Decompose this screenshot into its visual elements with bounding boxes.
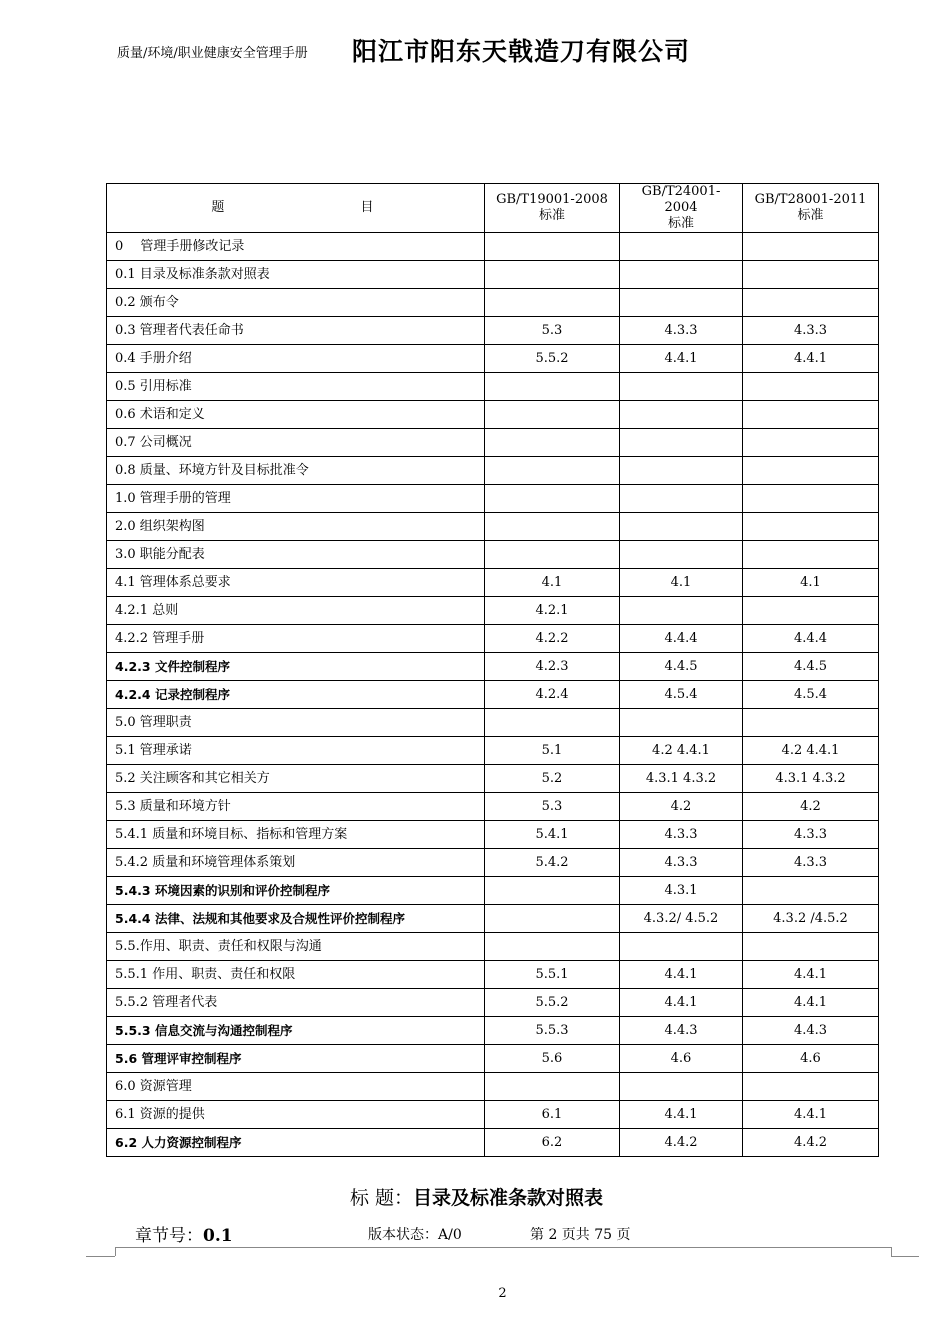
row-topic: 5.5.1 作用、职责、责任和权限 [107, 961, 485, 989]
table-row [107, 1129, 879, 1157]
table-row [107, 737, 879, 765]
title-label: 标 题： [350, 1187, 414, 1209]
footer-corner-right [891, 1256, 919, 1257]
row-topic: 5.1 管理承诺 [107, 737, 485, 765]
row-gb28001 [743, 485, 879, 513]
row-gb28001 [743, 373, 879, 401]
row-gb19001: 4.2.3 [485, 653, 620, 681]
row-gb28001 [743, 877, 879, 905]
row-gb19001: 4.2.2 [485, 625, 620, 653]
row-topic: 4.2.4 记录控制程序 [107, 681, 485, 709]
table-row [107, 905, 879, 933]
doc-title [350, 1183, 603, 1210]
row-gb28001: 4.4.2 [743, 1129, 879, 1157]
row-gb24001 [620, 401, 743, 429]
section-number [135, 1221, 233, 1246]
table-row [107, 373, 879, 401]
table-row [107, 233, 879, 261]
row-gb19001: 6.2 [485, 1129, 620, 1157]
row-topic: 0.1 目录及标准条款对照表 [107, 261, 485, 289]
row-gb24001: 4.5.4 [620, 681, 743, 709]
table-row [107, 765, 879, 793]
table-row [107, 569, 879, 597]
row-gb19001 [485, 709, 620, 737]
row-gb24001 [620, 289, 743, 317]
row-gb28001 [743, 429, 879, 457]
row-gb19001 [485, 457, 620, 485]
footer-rule [115, 1247, 891, 1248]
row-gb28001 [743, 597, 879, 625]
row-gb28001: 4.4.5 [743, 653, 879, 681]
row-gb24001 [620, 429, 743, 457]
row-gb19001 [485, 513, 620, 541]
row-gb24001 [620, 597, 743, 625]
row-gb24001 [620, 709, 743, 737]
row-gb28001 [743, 233, 879, 261]
row-gb19001: 6.1 [485, 1101, 620, 1129]
header-gb19001: GB/T19001-2008 标准 [485, 184, 620, 233]
row-gb19001 [485, 261, 620, 289]
row-gb24001: 4.3.3 [620, 317, 743, 345]
row-topic: 6.0 资源管理 [107, 1073, 485, 1101]
table-row [107, 821, 879, 849]
row-gb24001 [620, 1073, 743, 1101]
table-row [107, 401, 879, 429]
company-name: 阳江市阳东天戟造刀有限公司 [352, 37, 691, 66]
row-gb28001: 4.3.3 [743, 821, 879, 849]
row-gb24001: 4.4.1 [620, 961, 743, 989]
row-topic: 0.7 公司概况 [107, 429, 485, 457]
row-gb24001 [620, 933, 743, 961]
row-topic: 4.1 管理体系总要求 [107, 569, 485, 597]
row-gb19001: 5.1 [485, 737, 620, 765]
row-gb28001: 4.4.1 [743, 961, 879, 989]
table-row [107, 989, 879, 1017]
row-gb28001: 4.4.1 [743, 345, 879, 373]
row-topic: 0.4 手册介绍 [107, 345, 485, 373]
row-gb19001 [485, 485, 620, 513]
row-gb28001 [743, 289, 879, 317]
footer-corner-left [86, 1256, 115, 1257]
row-gb19001 [485, 429, 620, 457]
row-topic: 3.0 职能分配表 [107, 541, 485, 569]
table-row [107, 541, 879, 569]
row-gb19001: 5.5.2 [485, 989, 620, 1017]
table-row [107, 849, 879, 877]
row-gb28001: 4.2 [743, 793, 879, 821]
row-gb28001: 4.3.3 [743, 317, 879, 345]
row-gb28001 [743, 261, 879, 289]
title-value: 目录及标准条款对照表 [413, 1187, 604, 1209]
row-topic: 5.4.1 质量和环境目标、指标和管理方案 [107, 821, 485, 849]
row-gb19001: 5.2 [485, 765, 620, 793]
row-gb24001 [620, 513, 743, 541]
table-header-row [107, 184, 879, 233]
row-gb28001: 4.4.3 [743, 1017, 879, 1045]
page-number: 2 [498, 1286, 507, 1301]
header-gb24001: GB/T24001-2004 标准 [620, 184, 743, 233]
row-gb19001 [485, 289, 620, 317]
row-gb24001: 4.6 [620, 1045, 743, 1073]
row-gb24001 [620, 457, 743, 485]
row-gb24001: 4.4.4 [620, 625, 743, 653]
header-gb28001: GB/T28001-2011 标准 [743, 184, 879, 233]
table-row [107, 289, 879, 317]
row-gb28001 [743, 709, 879, 737]
row-gb19001: 5.5.3 [485, 1017, 620, 1045]
table-row [107, 345, 879, 373]
row-gb28001: 4.3.3 [743, 849, 879, 877]
row-gb19001 [485, 905, 620, 933]
row-topic: 0.8 质量、环境方针及目标批准令 [107, 457, 485, 485]
row-topic: 5.5.作用、职责、责任和权限与沟通 [107, 933, 485, 961]
row-gb24001: 4.3.3 [620, 821, 743, 849]
row-topic: 4.2.2 管理手册 [107, 625, 485, 653]
row-gb24001: 4.4.2 [620, 1129, 743, 1157]
table-row [107, 317, 879, 345]
table-row [107, 485, 879, 513]
table-row [107, 457, 879, 485]
row-gb24001: 4.3.3 [620, 849, 743, 877]
table-row [107, 261, 879, 289]
table-row [107, 1045, 879, 1073]
table-row [107, 877, 879, 905]
row-topic: 0.5 引用标准 [107, 373, 485, 401]
row-gb28001 [743, 513, 879, 541]
row-gb19001 [485, 933, 620, 961]
manual-subtitle: 质量/环境/职业健康安全管理手册 [117, 46, 308, 61]
table-row [107, 513, 879, 541]
row-gb19001: 5.4.1 [485, 821, 620, 849]
footer-corner-right-v [891, 1247, 892, 1256]
row-gb28001: 4.4.1 [743, 1101, 879, 1129]
row-gb19001 [485, 541, 620, 569]
row-topic: 4.2.1 总则 [107, 597, 485, 625]
row-gb19001: 5.4.2 [485, 849, 620, 877]
row-gb24001: 4.2 [620, 793, 743, 821]
row-topic: 2.0 组织架构图 [107, 513, 485, 541]
row-gb24001: 4.4.1 [620, 989, 743, 1017]
row-gb19001 [485, 401, 620, 429]
row-gb19001: 5.5.2 [485, 345, 620, 373]
row-topic: 0.6 术语和定义 [107, 401, 485, 429]
row-topic: 5.2 关注顾客和其它相关方 [107, 765, 485, 793]
row-gb28001: 4.2 4.4.1 [743, 737, 879, 765]
row-gb24001: 4.3.1 4.3.2 [620, 765, 743, 793]
row-gb28001 [743, 1073, 879, 1101]
row-gb19001: 4.1 [485, 569, 620, 597]
section-value: 0.1 [203, 1226, 233, 1246]
row-topic: 5.0 管理职责 [107, 709, 485, 737]
row-gb24001: 4.4.3 [620, 1017, 743, 1045]
row-gb24001: 4.1 [620, 569, 743, 597]
row-gb19001: 5.3 [485, 793, 620, 821]
row-topic: 6.1 资源的提供 [107, 1101, 485, 1129]
row-gb24001: 4.4.5 [620, 653, 743, 681]
row-gb24001 [620, 485, 743, 513]
table-row [107, 653, 879, 681]
row-gb28001 [743, 401, 879, 429]
row-gb24001: 4.4.1 [620, 1101, 743, 1129]
row-gb28001: 4.5.4 [743, 681, 879, 709]
row-gb19001: 5.5.1 [485, 961, 620, 989]
table-row [107, 429, 879, 457]
row-topic: 0 管理手册修改记录 [107, 233, 485, 261]
row-gb24001 [620, 233, 743, 261]
clause-table [106, 183, 879, 1157]
row-topic: 0.3 管理者代表任命书 [107, 317, 485, 345]
row-topic: 6.2 人力资源控制程序 [107, 1129, 485, 1157]
table-row [107, 625, 879, 653]
row-gb24001: 4.4.1 [620, 345, 743, 373]
row-gb28001 [743, 933, 879, 961]
row-topic: 5.5.3 信息交流与沟通控制程序 [107, 1017, 485, 1045]
row-topic: 5.4.4 法律、法规和其他要求及合规性评价控制程序 [107, 905, 485, 933]
section-label: 章节号： [135, 1226, 203, 1246]
table-row [107, 1017, 879, 1045]
row-gb19001: 4.2.4 [485, 681, 620, 709]
row-gb19001: 5.6 [485, 1045, 620, 1073]
table-row [107, 793, 879, 821]
row-gb28001 [743, 541, 879, 569]
row-gb19001 [485, 1073, 620, 1101]
row-topic: 5.4.2 质量和环境管理体系策划 [107, 849, 485, 877]
row-gb19001 [485, 233, 620, 261]
table-row [107, 1101, 879, 1129]
row-gb24001 [620, 261, 743, 289]
row-gb24001: 4.3.2/ 4.5.2 [620, 905, 743, 933]
header-topic: 题 目 [107, 184, 485, 233]
row-gb28001: 4.4.1 [743, 989, 879, 1017]
table-row [107, 709, 879, 737]
row-gb28001 [743, 457, 879, 485]
row-gb28001: 4.3.1 4.3.2 [743, 765, 879, 793]
row-topic: 5.6 管理评审控制程序 [107, 1045, 485, 1073]
row-gb19001: 4.2.1 [485, 597, 620, 625]
table-row [107, 597, 879, 625]
row-gb28001: 4.4.4 [743, 625, 879, 653]
footer-corner-left-v [115, 1247, 116, 1256]
row-topic: 5.3 质量和环境方针 [107, 793, 485, 821]
table-row [107, 1073, 879, 1101]
table-row [107, 681, 879, 709]
row-gb19001: 5.3 [485, 317, 620, 345]
row-gb24001: 4.3.1 [620, 877, 743, 905]
table-row [107, 933, 879, 961]
version-status: 版本状态：A/0 [368, 1227, 462, 1243]
row-gb19001 [485, 373, 620, 401]
row-gb19001 [485, 877, 620, 905]
page-info: 第 2 页共 75 页 [530, 1227, 631, 1243]
row-topic: 1.0 管理手册的管理 [107, 485, 485, 513]
row-gb28001: 4.1 [743, 569, 879, 597]
row-topic: 4.2.3 文件控制程序 [107, 653, 485, 681]
table-row [107, 961, 879, 989]
row-topic: 0.2 颁布令 [107, 289, 485, 317]
row-gb24001: 4.2 4.4.1 [620, 737, 743, 765]
row-gb24001 [620, 541, 743, 569]
row-gb24001 [620, 373, 743, 401]
row-topic: 5.5.2 管理者代表 [107, 989, 485, 1017]
row-gb28001: 4.3.2 /4.5.2 [743, 905, 879, 933]
row-gb28001: 4.6 [743, 1045, 879, 1073]
row-topic: 5.4.3 环境因素的识别和评价控制程序 [107, 877, 485, 905]
